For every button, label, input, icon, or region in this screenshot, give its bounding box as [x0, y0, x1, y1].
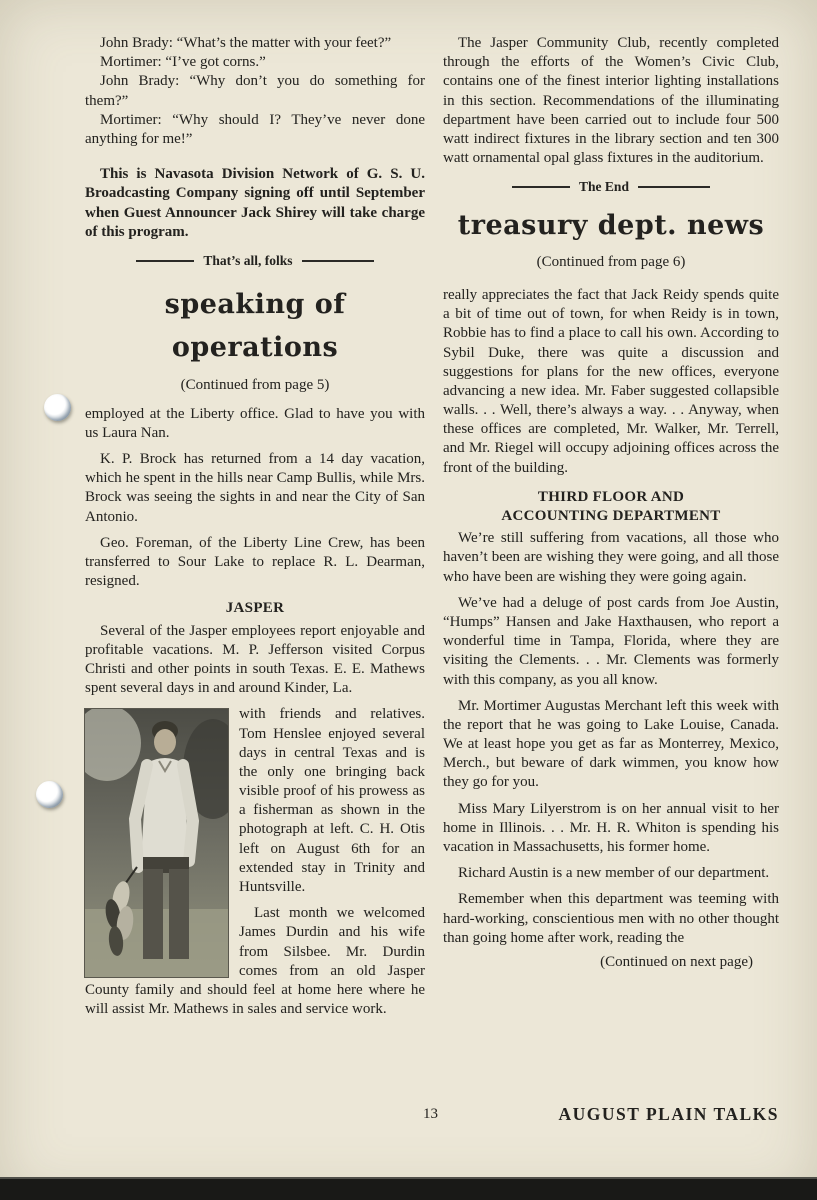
the-end-divider: [443, 178, 779, 195]
paragraph: We’re still suffering from vacations, all those who haven’t been are wishing they were going, and all those who have been are wishing they were going again.: [443, 530, 779, 585]
wrapped-text: with friends and relatives. Tom Henslee enjoyed several days in central Texas and is the only one bringing back visible proof of his prowess as a fisherman as shown in the photograph at left. C. H. Otis left on August 6th for an extended stay in Trinity and Huntsville.: [239, 706, 425, 896]
fisherman-photo: [85, 709, 228, 977]
continued-from-note: (Continued from page 5): [180, 376, 330, 393]
rule-left: [136, 260, 194, 262]
paragraph: Geo. Foreman, of the Liberty Line Crew, has been transferred to Sour Lake to replace R. L. Dearman, resigned.: [85, 534, 425, 590]
footer-title: AUGUST PLAIN TALKS: [558, 1104, 779, 1124]
dialogue-line: Mortimer: “I’ve got corns.”: [100, 54, 266, 71]
dialogue-line: John Brady: “Why don’t you do something for them?”: [85, 73, 425, 109]
heading-line-2: ACCOUNTING DEPARTMENT: [501, 508, 721, 525]
paragraph: really appreciates the fact that Jack Reidy spends quite a bit of time out of town, for when Reidy is in town, Robbie has to find a place to call his own. According to Sybil Duke, there was quite a discussion and suggestions for plans for the new offices, everyone advancing a new idea. Mr. Faber suggested collapsible walls. . . Well, there’s always a way. . . Anyway, when these offices are completed, Mr. Walker, Mr. Terrell, and Mr. Riegel will occupy adjoining offices across the front of the building.: [443, 286, 779, 476]
paragraph: Mr. Mortimer Augustas Merchant left this week with the report that he was going to Lake Louise, Canada. We at least hope you get as far as Monterrey, Mexico, Merch., but beware of dark wimmen, you know how they go for you.: [443, 697, 779, 791]
paragraph: The Jasper Community Club, recently completed through the efforts of the Women’s Civic Club, contains one of the finest interior lighting installations in this section. Recommendations of the illuminating department have been carried out to include four 500 watt indirect fixtures in the library section and ten 300 watt ornamental opal glass fixtures in the auditorium.: [443, 35, 779, 167]
heading-line-1: THIRD FLOOR AND: [537, 488, 685, 505]
punch-hole-top: [44, 394, 71, 421]
paragraph: Miss Mary Lilyerstrom is on her annual visit to her home in Illinois. . . Mr. H. R. Whiton is spending his vacation in Massachusetts, his former home.: [443, 800, 779, 856]
article-title-treasury-dept-news: treasury dept. news: [457, 209, 765, 241]
title-line-1: speaking of: [164, 289, 346, 321]
rule-left: [512, 186, 570, 188]
page-footer: [85, 1106, 779, 1130]
continued-from-note: (Continued from page 6): [536, 253, 686, 270]
paragraph: K. P. Brock has returned from a 14 day vacation, which he spent in the hills near Camp Bullis, while Mrs. Brock was seeing the sights in and near the City of San Antonio.: [85, 451, 425, 525]
right-column: [443, 34, 779, 1026]
rule-right: [302, 260, 374, 262]
dialogue-line: John Brady: “What’s the matter with your feet?”: [100, 35, 392, 51]
scan-edge-bottom: [0, 1177, 817, 1200]
left-column: [85, 34, 425, 1026]
the-end-text: The End: [579, 179, 629, 195]
dialogue-line: Mortimer: “Why should I? They’ve never done anything for me!”: [85, 111, 425, 147]
punch-hole-bottom: [36, 781, 63, 808]
paragraph: Several of the Jasper employees report enjoyable and profitable vacations. M. P. Jefferson visited Corpus Christi and other points in south Texas. E. E. Mathews spent several days in and around Kinder, La.: [85, 622, 425, 697]
paragraph: Last month we welcomed James Durdin and his wife from Silsbee. Mr. Durdin comes from an old Jasper County family and should feel at home here where he will assist Mr. Mathews in sales and service work.: [85, 905, 425, 1018]
paragraph: We’ve had a deluge of post cards from Joe Austin, “Humps” Hansen and Jake Haxthausen, who report a wonderful time in Tampa, Florida, where they are visiting the Clements. . . Mr. Clements was formerly with this company, as you all know.: [443, 594, 779, 688]
third-floor-heading: [443, 488, 779, 526]
paragraph: Richard Austin is a new member of our department.: [458, 865, 770, 882]
signoff-paragraph: This is Navasota Division Network of G. S. U. Broadcasting Company signing off until September when Guest Announcer Jack Shirey will take charge of this program.: [85, 166, 425, 240]
article-title-speaking-of-operations: [85, 283, 425, 369]
title-line-2: operations: [171, 332, 339, 364]
paragraph-with-photo: [85, 705, 425, 897]
paragraph: employed at the Liberty office. Glad to have you with us Laura Nan.: [85, 405, 425, 441]
two-column-layout: [85, 34, 779, 1026]
rule-right: [638, 186, 710, 188]
thats-all-divider: [85, 252, 425, 269]
continued-next-page-note: (Continued on next page): [600, 953, 753, 970]
paragraph: Remember when this department was teeming with hard-working, conscientious men with no other thought than going home after work, reading the: [443, 891, 779, 946]
page-number: 13: [423, 1106, 438, 1122]
jasper-heading: JASPER: [225, 600, 285, 617]
thats-all-text: That’s all, folks: [203, 252, 293, 268]
